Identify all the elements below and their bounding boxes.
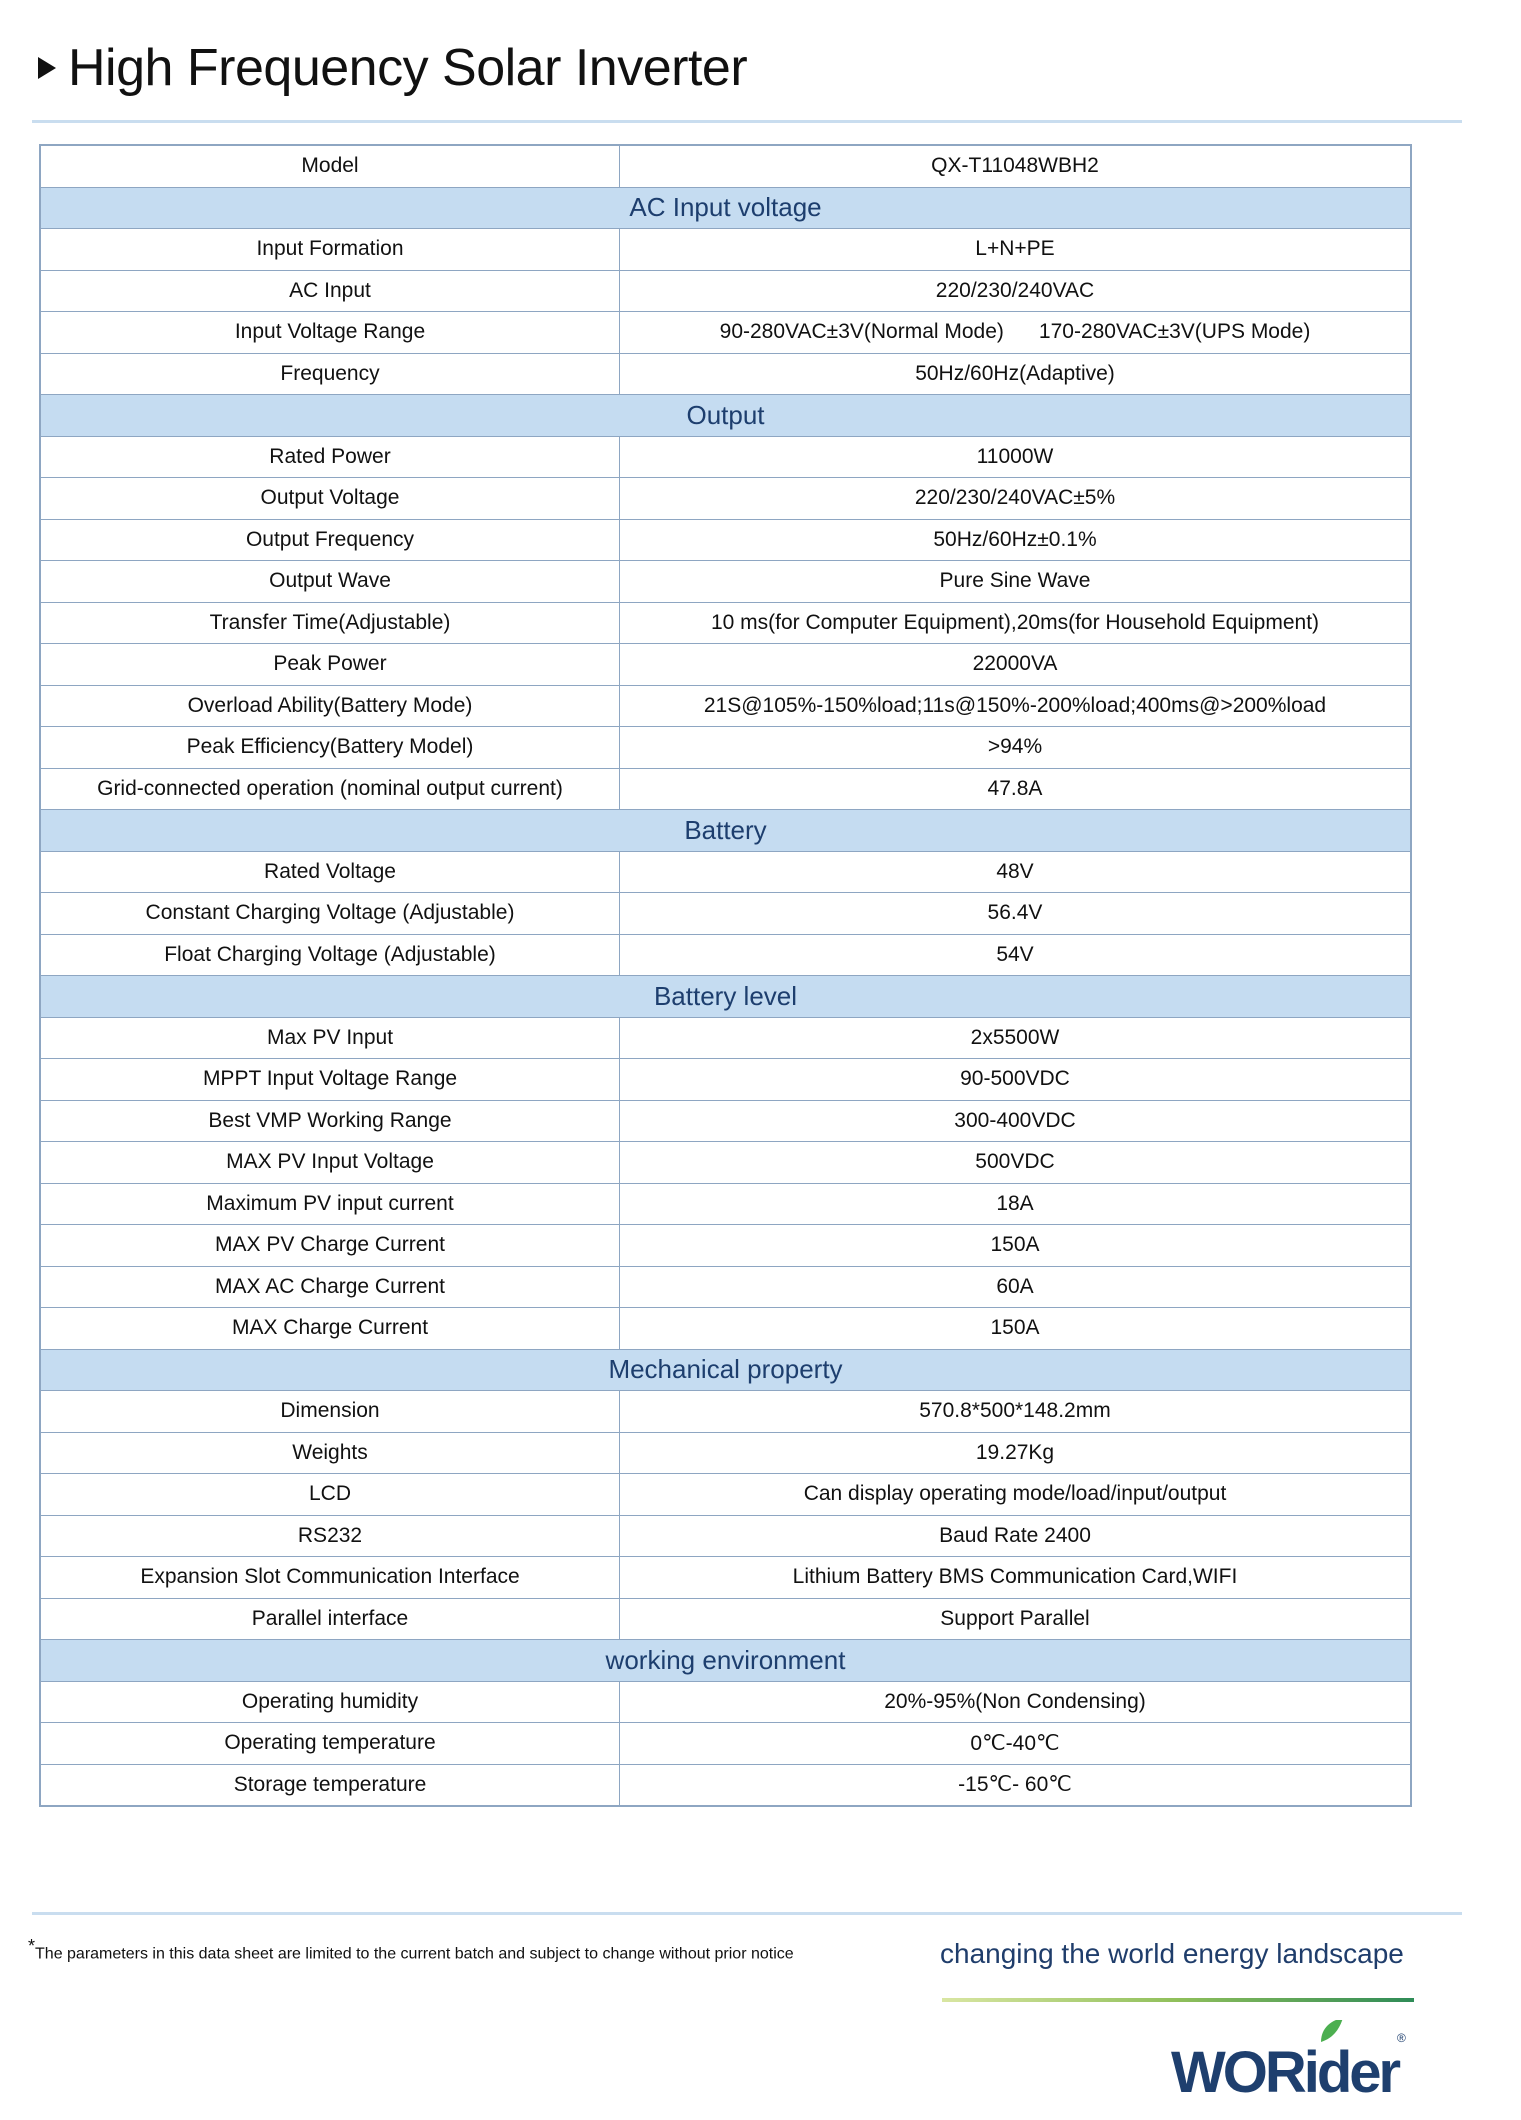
spec-row <box>40 561 1411 603</box>
spec-label: LCD <box>40 1474 620 1516</box>
spec-value: 47.8A <box>620 768 1412 810</box>
section-title: AC Input voltage <box>40 187 1411 229</box>
page-title <box>38 38 747 98</box>
spec-value: 300-400VDC <box>620 1100 1412 1142</box>
spec-value: 54V <box>620 934 1412 976</box>
spec-row <box>40 436 1411 478</box>
spec-label: Operating temperature <box>40 1723 620 1765</box>
spec-label: Output Wave <box>40 561 620 603</box>
spec-value: 0℃-40℃ <box>620 1723 1412 1765</box>
spec-row <box>40 1474 1411 1516</box>
spec-value: 220/230/240VAC±5% <box>620 478 1412 520</box>
spec-value: 50Hz/60Hz(Adaptive) <box>620 353 1412 395</box>
spec-row <box>40 851 1411 893</box>
spec-value: 150A <box>620 1225 1412 1267</box>
spec-row <box>40 229 1411 271</box>
spec-value: 19.27Kg <box>620 1432 1412 1474</box>
section-header-row <box>40 1349 1411 1391</box>
spec-value: 570.8*500*148.2mm <box>620 1391 1412 1433</box>
spec-row <box>40 1557 1411 1599</box>
spec-row <box>40 1059 1411 1101</box>
spec-row <box>40 934 1411 976</box>
spec-row <box>40 145 1411 187</box>
spec-label: Frequency <box>40 353 620 395</box>
spec-label: Rated Voltage <box>40 851 620 893</box>
spec-value: 18A <box>620 1183 1412 1225</box>
page-title-text: High Frequency Solar Inverter <box>68 39 748 97</box>
spec-label: Max PV Input <box>40 1017 620 1059</box>
spec-value: 60A <box>620 1266 1412 1308</box>
spec-label: Output Voltage <box>40 478 620 520</box>
spec-label: Maximum PV input current <box>40 1183 620 1225</box>
spec-row <box>40 1723 1411 1765</box>
spec-row <box>40 644 1411 686</box>
spec-label: MPPT Input Voltage Range <box>40 1059 620 1101</box>
spec-label: MAX PV Charge Current <box>40 1225 620 1267</box>
spec-label: Model <box>40 145 620 187</box>
spec-label: Dimension <box>40 1391 620 1433</box>
section-title: Battery level <box>40 976 1411 1018</box>
spec-value: 150A <box>620 1308 1412 1350</box>
spec-value: Can display operating mode/load/input/output <box>620 1474 1412 1516</box>
section-title: Output <box>40 395 1411 437</box>
section-header-row <box>40 395 1411 437</box>
spec-row <box>40 478 1411 520</box>
spec-row <box>40 1183 1411 1225</box>
spec-value: 20%-95%(Non Condensing) <box>620 1681 1412 1723</box>
spec-row <box>40 893 1411 935</box>
spec-value: 56.4V <box>620 893 1412 935</box>
spec-row <box>40 768 1411 810</box>
spec-row <box>40 1142 1411 1184</box>
section-header-row <box>40 810 1411 852</box>
spec-label: Grid-connected operation (nominal output current) <box>40 768 620 810</box>
spec-label: Overload Ability(Battery Mode) <box>40 685 620 727</box>
tagline-underline <box>942 1998 1414 2002</box>
spec-label: Output Frequency <box>40 519 620 561</box>
spec-row <box>40 1432 1411 1474</box>
spec-value: Support Parallel <box>620 1598 1412 1640</box>
spec-row <box>40 519 1411 561</box>
spec-value: 11000W <box>620 436 1412 478</box>
spec-row <box>40 353 1411 395</box>
spec-value: Pure Sine Wave <box>620 561 1412 603</box>
spec-row <box>40 1764 1411 1806</box>
footer-divider <box>32 1912 1462 1915</box>
spec-label: MAX PV Input Voltage <box>40 1142 620 1184</box>
spec-label: Input Formation <box>40 229 620 271</box>
section-header-row <box>40 187 1411 229</box>
spec-label: Transfer Time(Adjustable) <box>40 602 620 644</box>
spec-table <box>39 144 1412 1807</box>
disclaimer-note <box>28 1936 794 1963</box>
asterisk: * <box>28 1936 36 1956</box>
worider-logo <box>1171 2020 1411 2100</box>
spec-value: -15℃- 60℃ <box>620 1764 1412 1806</box>
spec-label: Constant Charging Voltage (Adjustable) <box>40 893 620 935</box>
spec-value: 50Hz/60Hz±0.1% <box>620 519 1412 561</box>
spec-label: MAX AC Charge Current <box>40 1266 620 1308</box>
section-title: working environment <box>40 1640 1411 1682</box>
spec-value: 21S@105%-150%load;11s@150%-200%load;400ms@>200%load <box>620 685 1412 727</box>
spec-value: Lithium Battery BMS Communication Card,WIFI <box>620 1557 1412 1599</box>
spec-row <box>40 1266 1411 1308</box>
spec-value: 22000VA <box>620 644 1412 686</box>
spec-label: Float Charging Voltage (Adjustable) <box>40 934 620 976</box>
spec-row <box>40 1598 1411 1640</box>
spec-row <box>40 1308 1411 1350</box>
section-header-row <box>40 976 1411 1018</box>
spec-value: 10 ms(for Computer Equipment),20ms(for Household Equipment) <box>620 602 1412 644</box>
spec-label: AC Input <box>40 270 620 312</box>
spec-label: Expansion Slot Communication Interface <box>40 1557 620 1599</box>
spec-value: QX-T11048WBH2 <box>620 145 1412 187</box>
spec-row <box>40 727 1411 769</box>
spec-label: Parallel interface <box>40 1598 620 1640</box>
triangle-bullet-icon <box>38 57 56 79</box>
spec-row <box>40 685 1411 727</box>
spec-label: Operating humidity <box>40 1681 620 1723</box>
spec-row <box>40 270 1411 312</box>
spec-label: Peak Power <box>40 644 620 686</box>
spec-value: 500VDC <box>620 1142 1412 1184</box>
spec-value: L+N+PE <box>620 229 1412 271</box>
spec-row <box>40 312 1411 354</box>
spec-value: 48V <box>620 851 1412 893</box>
spec-row <box>40 1391 1411 1433</box>
spec-row <box>40 1225 1411 1267</box>
spec-label: Weights <box>40 1432 620 1474</box>
spec-row <box>40 1515 1411 1557</box>
spec-label: Storage temperature <box>40 1764 620 1806</box>
spec-label: MAX Charge Current <box>40 1308 620 1350</box>
header-divider <box>32 120 1462 123</box>
spec-value: >94% <box>620 727 1412 769</box>
section-title: Mechanical property <box>40 1349 1411 1391</box>
spec-value: 90-500VDC <box>620 1059 1412 1101</box>
leaf-icon <box>1321 2020 1343 2042</box>
tagline: changing the world energy landscape <box>940 1938 1404 1969</box>
spec-label: Input Voltage Range <box>40 312 620 354</box>
disclaimer-text: The parameters in this data sheet are limited to the current batch and subject to change without prior notice <box>35 1945 794 1963</box>
spec-row <box>40 1681 1411 1723</box>
spec-label: Rated Power <box>40 436 620 478</box>
spec-label: Best VMP Working Range <box>40 1100 620 1142</box>
section-header-row <box>40 1640 1411 1682</box>
spec-row <box>40 1017 1411 1059</box>
spec-value: 90-280VAC±3V(Normal Mode) 170-280VAC±3V(UPS Mode) <box>620 312 1412 354</box>
spec-row <box>40 602 1411 644</box>
svg-text:WORider: WORider <box>1171 2040 1399 2100</box>
spec-label: Peak Efficiency(Battery Model) <box>40 727 620 769</box>
spec-label: RS232 <box>40 1515 620 1557</box>
section-title: Battery <box>40 810 1411 852</box>
spec-value: 220/230/240VAC <box>620 270 1412 312</box>
spec-value: Baud Rate 2400 <box>620 1515 1412 1557</box>
spec-row <box>40 1100 1411 1142</box>
spec-value: 2x5500W <box>620 1017 1412 1059</box>
svg-text:®: ® <box>1397 2031 1406 2045</box>
